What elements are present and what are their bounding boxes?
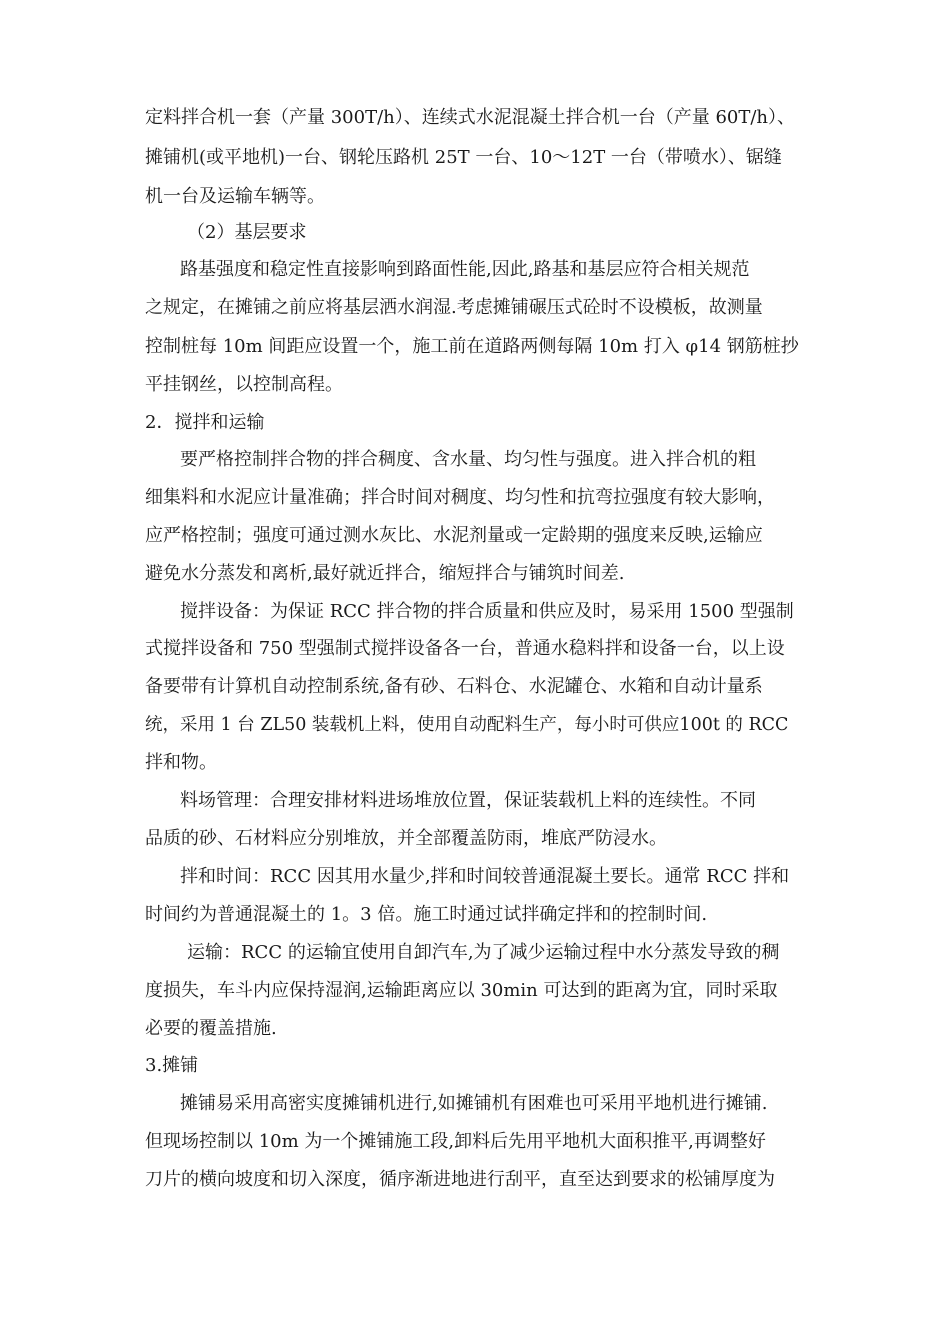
paragraph-equipment-line-1: 定料拌合机一套（产量 300T/h）、连续式水泥混凝土拌合机一台（产量 60T/h）、 — [145, 107, 796, 128]
paragraph-base-line-2: 之规定，在摊铺之前应将基层洒水润湿.考虑摊铺碾压式砼时不设模板，故测量 — [145, 297, 763, 318]
paragraph-mixing-time-line-2: 时间约为普通混凝土的 1。3 倍。施工时通过试拌确定拌和的控制时间. — [145, 904, 708, 925]
paragraph-yard-management-line-1: 料场管理：合理安排材料进场堆放位置，保证装载机上料的连续性。不同 — [180, 790, 756, 811]
paragraph-equipment-line-3: 机一台及运输车辆等。 — [145, 186, 325, 207]
paragraph-paving-line-3: 刀片的横向坡度和切入深度，循序渐进地进行刮平，直至达到要求的松铺厚度为 — [145, 1169, 775, 1190]
paragraph-paving-line-1: 摊铺易采用高密实度摊铺机进行,如摊铺机有困难也可采用平地机进行摊铺. — [180, 1093, 768, 1114]
section-heading-paving: 3.摊铺 — [145, 1055, 199, 1076]
paragraph-mix-control-line-2: 细集料和水泥应计量准确；拌合时间对稠度、均匀性和抗弯拉强度有较大影响， — [145, 487, 775, 508]
paragraph-base-line-1: 路基强度和稳定性直接影响到路面性能,因此,路基和基层应符合相关规范 — [180, 259, 750, 280]
paragraph-yard-management-line-2: 品质的砂、石材料应分别堆放，并全部覆盖防雨，堆底严防浸水。 — [145, 828, 667, 849]
paragraph-base-line-4: 平挂钢丝，以控制高程。 — [145, 374, 343, 395]
paragraph-equipment-line-2: 摊铺机(或平地机)一台、钢轮压路机 25T 一台、10～12T 一台（带喷水）、锯缝 — [145, 147, 782, 168]
paragraph-mix-control-line-1: 要严格控制拌合物的拌合稠度、含水量、均匀性与强度。进入拌合机的粗 — [180, 449, 756, 470]
paragraph-mixing-equipment-line-3: 备要带有计算机自动控制系统,备有砂、石料仓、水泥罐仓、水箱和自动计量系 — [145, 676, 763, 697]
paragraph-base-line-3: 控制桩每 10m 间距应设置一个，施工前在道路两侧每隔 10m 打入 φ14 钢筋桩抄 — [145, 336, 799, 357]
paragraph-mix-control-line-3: 应严格控制；强度可通过测水灰比、水泥剂量或一定龄期的强度来反映,运输应 — [145, 525, 763, 546]
paragraph-transport-line-2: 度损失，车斗内应保持湿润,运输距离应以 30min 可达到的距离为宜，同时采取 — [145, 980, 778, 1001]
paragraph-transport-line-3: 必要的覆盖措施. — [145, 1018, 277, 1039]
paragraph-mixing-equipment-line-4: 统，采用 1 台 ZL50 装载机上料，使用自动配料生产，每小时可供应100t 的 RCC — [145, 715, 789, 735]
paragraph-mixing-equipment-line-2: 式搅拌设备和 750 型强制式搅拌设备各一台，普通水稳料拌和设备一台，以上设 — [145, 638, 785, 659]
paragraph-paving-line-2: 但现场控制以 10m 为一个摊铺施工段,卸料后先用平地机大面积推平,再调整好 — [145, 1131, 766, 1152]
section-heading-base-requirements: （2）基层要求 — [187, 222, 307, 243]
paragraph-mix-control-line-4: 避免水分蒸发和离析,最好就近拌合，缩短拌合与铺筑时间差. — [145, 563, 625, 584]
paragraph-mixing-equipment-line-5: 拌和物。 — [145, 752, 217, 773]
section-heading-mixing-transport: 2．搅拌和运输 — [145, 412, 265, 433]
paragraph-transport-line-1: 运输：RCC 的运输宜使用自卸汽车,为了减少运输过程中水分蒸发导致的稠 — [187, 942, 780, 963]
paragraph-mixing-equipment-line-1: 搅拌设备：为保证 RCC 拌合物的拌合质量和供应及时，易采用 1500 型强制 — [180, 601, 794, 622]
paragraph-mixing-time-line-1: 拌和时间：RCC 因其用水量少,拌和时间较普通混凝土要长。通常 RCC 拌和 — [180, 866, 790, 887]
